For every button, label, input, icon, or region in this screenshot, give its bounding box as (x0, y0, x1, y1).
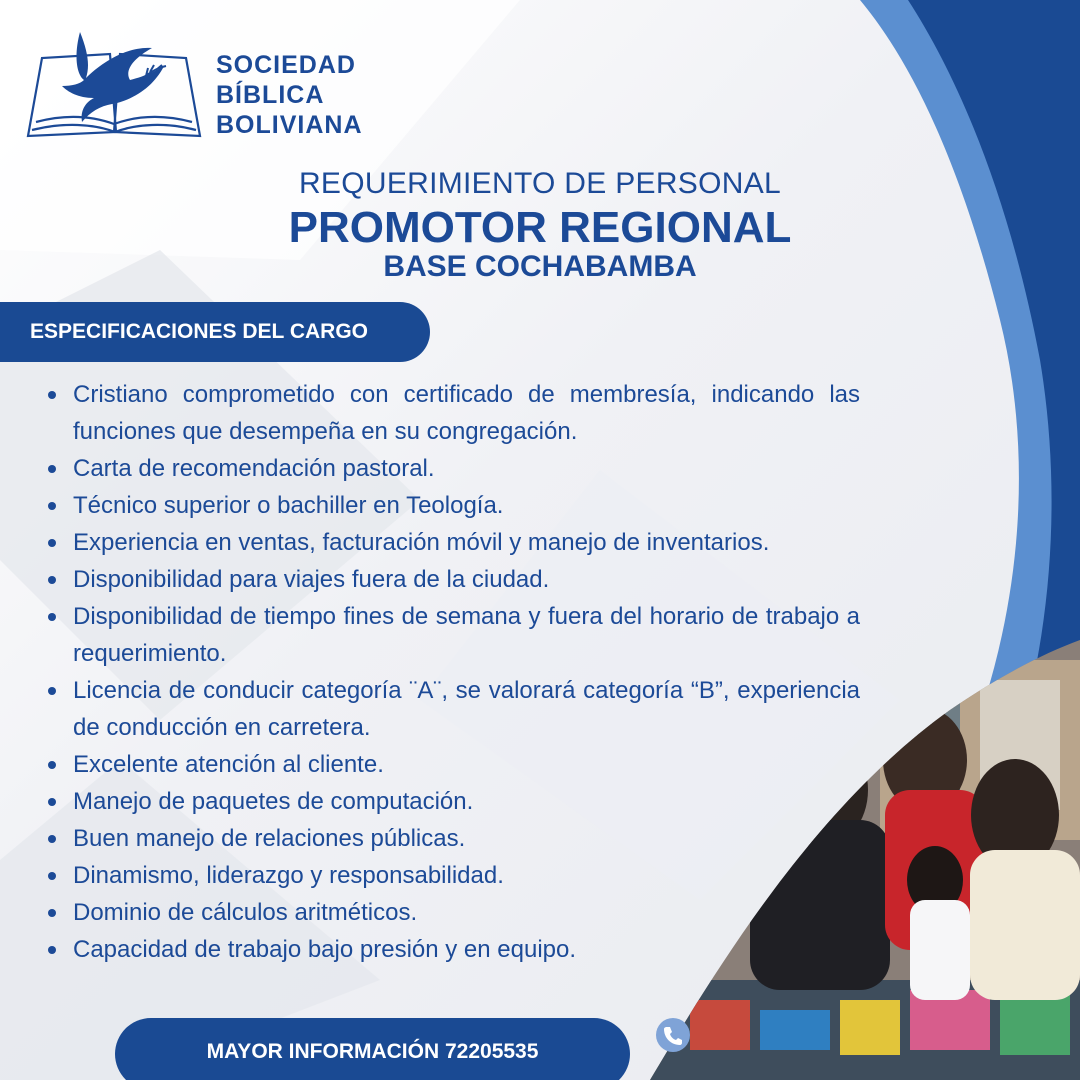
requirement-item: Disponibilidad para viajes fuera de la ciudad. (44, 561, 860, 598)
brand-name (216, 50, 363, 140)
requirement-item: Capacidad de trabajo bajo presión y en equipo. (44, 931, 860, 968)
team-photo (650, 640, 1080, 1080)
brand-name-line: BÍBLICA (216, 81, 325, 109)
requirement-item: Experiencia en ventas, facturación móvil y manejo de inventarios. (44, 524, 860, 561)
brand-logo (24, 32, 364, 144)
job-base: BASE COCHABAMBA (383, 250, 697, 283)
phone-glyph (656, 1018, 690, 1052)
more-info-banner: MAYOR INFORMACIÓN 72205535 (115, 1018, 630, 1080)
requirement-item: Excelente atención al cliente. (44, 746, 860, 783)
requirement-item: Disponibilidad de tiempo fines de semana y fuera del horario de trabajo a requerimiento. (44, 598, 860, 672)
requirement-item: Licencia de conducir categoría ¨A¨, se valorará categoría “B”, experiencia de conducción en carretera. (44, 672, 860, 746)
specs-label-banner: ESPECIFICACIONES DEL CARGO (0, 302, 430, 362)
requirement-item: Dinamismo, liderazgo y responsabilidad. (44, 857, 860, 894)
heading-subtitle: REQUERIMIENTO DE PERSONAL (298, 167, 782, 200)
brand-name-line: BOLIVIANA (216, 111, 363, 139)
job-title: PROMOTOR REGIONAL (288, 203, 792, 252)
brand-name-line: SOCIEDAD (216, 51, 356, 79)
dove-over-open-bible-icon (24, 32, 204, 144)
phone-icon (656, 1018, 690, 1052)
requirement-item: Dominio de cálculos aritméticos. (44, 894, 860, 931)
requirement-item: Técnico superior o bachiller en Teología. (44, 487, 860, 524)
job-heading (250, 166, 830, 282)
requirement-item: Carta de recomendación pastoral. (44, 450, 860, 487)
requirement-item: Cristiano comprometido con certificado de membresía, indicando las funciones que desempeña en su congregación. (44, 376, 860, 450)
requirement-item: Buen manejo de relaciones públicas. (44, 820, 860, 857)
requirement-item: Manejo de paquetes de computación. (44, 783, 860, 820)
